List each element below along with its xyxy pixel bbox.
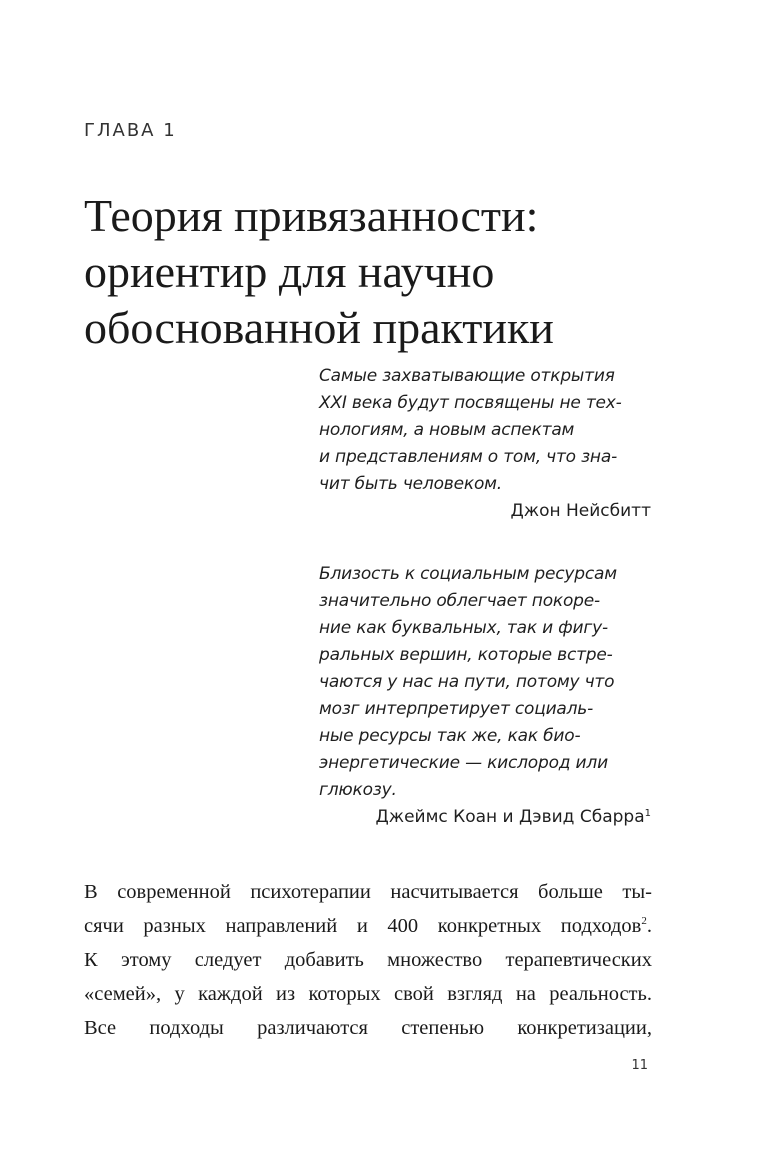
epigraph-coan-sbarra [319,561,651,831]
body-line-suffix: . [646,915,652,937]
epigraph-line: значительно облегчает покоре- [319,591,600,611]
epigraph-line: Близость к социальным ресурсам [319,564,617,584]
footnote-marker[interactable]: 1 [644,808,651,819]
epigraph-line: Самые захватывающие открытия [319,366,615,386]
epigraph-line: чаются у нас на пути, потому что [319,672,615,692]
epigraph-author [319,498,651,525]
epigraph-author-name: Джон Нейсбитт [510,501,651,521]
body-paragraph [84,875,652,1045]
body-line-text: К этому следует добавить множество терапевтических [84,949,652,971]
epigraph-line: XXI века будут посвящены не тех- [319,393,622,413]
body-line [84,909,652,943]
body-line [84,943,652,977]
body-line-text: Все подходы различаются степенью конкретизации, [84,1017,652,1039]
page-number: 11 [631,1058,648,1073]
chapter-label: ГЛАВА 1 [84,120,177,141]
body-line-text: сячи разных направлений и 400 конкретных подходов [84,915,642,937]
epigraph-line: глюкозу. [319,780,397,800]
footnote-marker[interactable]: 2 [641,915,647,927]
epigraph-line: энергетические — кислород или [319,753,608,773]
epigraph-line: чит быть человеком. [319,474,502,494]
epigraph-author [319,804,651,831]
epigraph-line: и представлениям о том, что зна- [319,447,617,467]
epigraph-line: нологиям, а новым аспектам [319,420,575,440]
body-line [84,1011,652,1045]
chapter-title-line: Теория привязанности: [84,190,539,241]
epigraph-line: ние как буквальных, так и фигу- [319,618,608,638]
body-line [84,977,652,1011]
chapter-title-line: ориентир для научно [84,246,495,297]
chapter-title [84,188,704,356]
epigraph-naisbitt [319,363,651,525]
body-line-text: В современной психотерапии насчитывается больше ты- [84,881,652,903]
body-line [84,875,652,909]
chapter-title-line: обоснованной практики [84,302,554,353]
epigraph-line: мозг интерпретирует социаль- [319,699,594,719]
body-line-text: «семей», у каждой из которых свой взгляд на реальность. [84,983,652,1005]
epigraph-line: ральных вершин, которые встре- [319,645,613,665]
epigraph-line: ные ресурсы так же, как био- [319,726,581,746]
epigraph-author-name: Джеймс Коан и Дэвид Сбарра [375,807,645,827]
